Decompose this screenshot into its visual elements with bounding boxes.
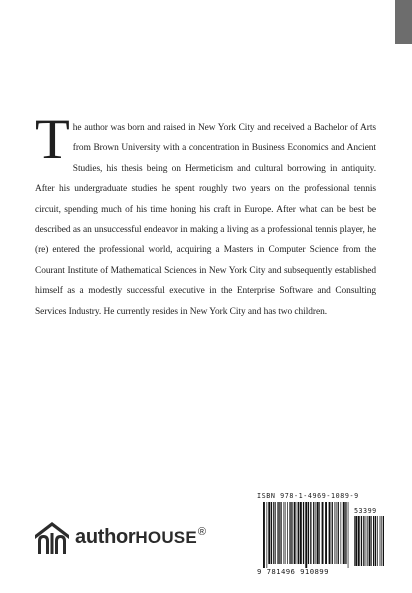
barcode-bar xyxy=(313,502,314,564)
barcode-bar xyxy=(355,516,357,566)
barcode-bar xyxy=(375,516,376,566)
isbn-label: ISBN 978-1-4969-1089-9 xyxy=(257,492,359,500)
publisher-name xyxy=(75,526,206,549)
barcode-bar xyxy=(267,502,268,568)
barcode-bar xyxy=(361,516,362,566)
barcode-bar xyxy=(271,502,272,564)
barcode-bar xyxy=(341,502,342,564)
barcode-bar xyxy=(273,502,274,564)
barcode-bar xyxy=(383,516,384,566)
barcode-bar xyxy=(285,502,286,564)
barcode-bar xyxy=(338,502,339,564)
barcode-bar xyxy=(268,502,270,564)
barcode-bar xyxy=(310,502,311,564)
barcode-bar xyxy=(319,502,320,564)
house-arches-icon xyxy=(35,520,69,554)
barcode-bar xyxy=(279,502,280,564)
barcode-bar xyxy=(263,502,265,568)
biography-text: he author was born and raised in New York City and received a Bachelor of Arts from Brown University with a concentration in Business Economics and Ancient Studies, his thesis being on Hermeticism and cultural borrowing in antiquity. After his undergraduate studies he spent roughly two years on the professional tennis circuit, spending much of his time honing his craft in Europe. After what can be best be described as an unsuccessful endeavor in making a living as a professional tennis player, he (re) entered the professional world, acquiring a Masters in Computer Science from the Courant Institute of Mathematical Sciences in New York City and subsequently established himself as a modestly successful executive in the Enterprise Software and Consulting Services Industry. He currently resides in New York City and has two children. xyxy=(35,123,376,317)
barcode-bar xyxy=(335,502,336,564)
barcode-bar xyxy=(316,502,317,564)
barcode-bar xyxy=(275,502,276,564)
barcode-area xyxy=(255,492,387,577)
barcode-bar xyxy=(287,502,288,564)
barcode-bar xyxy=(284,502,285,564)
barcode-bar xyxy=(300,502,302,564)
barcode-bar xyxy=(322,502,324,564)
barcode-bar xyxy=(329,502,331,564)
barcode-bar xyxy=(332,502,333,564)
barcode-bar xyxy=(305,502,307,568)
barcode-bar xyxy=(281,502,282,564)
barcode-bar xyxy=(381,516,382,566)
publisher-name-part2: HOUSE xyxy=(135,527,197,547)
barcode-bar xyxy=(308,502,309,564)
drop-cap: T xyxy=(35,108,70,171)
barcode-bar xyxy=(298,502,299,564)
barcode-bar xyxy=(291,502,292,564)
barcode-bar xyxy=(367,516,368,566)
barcode-bar xyxy=(325,502,327,564)
barcode-bar xyxy=(277,502,278,564)
ean-barcode xyxy=(263,502,349,568)
barcode-bar xyxy=(373,516,374,566)
barcode-bar xyxy=(289,502,290,564)
barcode-bar xyxy=(317,502,319,564)
barcode-bar xyxy=(294,502,296,564)
barcode-bar xyxy=(297,502,298,564)
ean-number: 9 781496 910899 xyxy=(257,567,329,576)
barcode-bar xyxy=(377,516,378,566)
barcode-bar xyxy=(345,502,346,564)
price-barcode xyxy=(354,516,386,566)
barcode-bar xyxy=(366,516,367,566)
barcode-bar xyxy=(363,516,364,566)
price-code-label: 53399 xyxy=(354,507,377,515)
barcode-bar xyxy=(348,502,349,568)
barcode-bar xyxy=(380,516,381,566)
barcode-bar xyxy=(371,516,372,566)
barcode-bar xyxy=(358,516,360,566)
registered-mark: ® xyxy=(197,525,206,538)
barcode-bar xyxy=(343,502,345,564)
author-biography xyxy=(35,108,376,322)
barcode-bar xyxy=(369,516,371,566)
publisher-name-part1: author xyxy=(75,525,136,548)
barcode-bar xyxy=(303,502,304,564)
scroll-tab[interactable] xyxy=(395,0,412,44)
publisher-logo xyxy=(35,520,206,554)
barcode-bar xyxy=(336,502,337,564)
barcode-bar xyxy=(354,516,355,566)
